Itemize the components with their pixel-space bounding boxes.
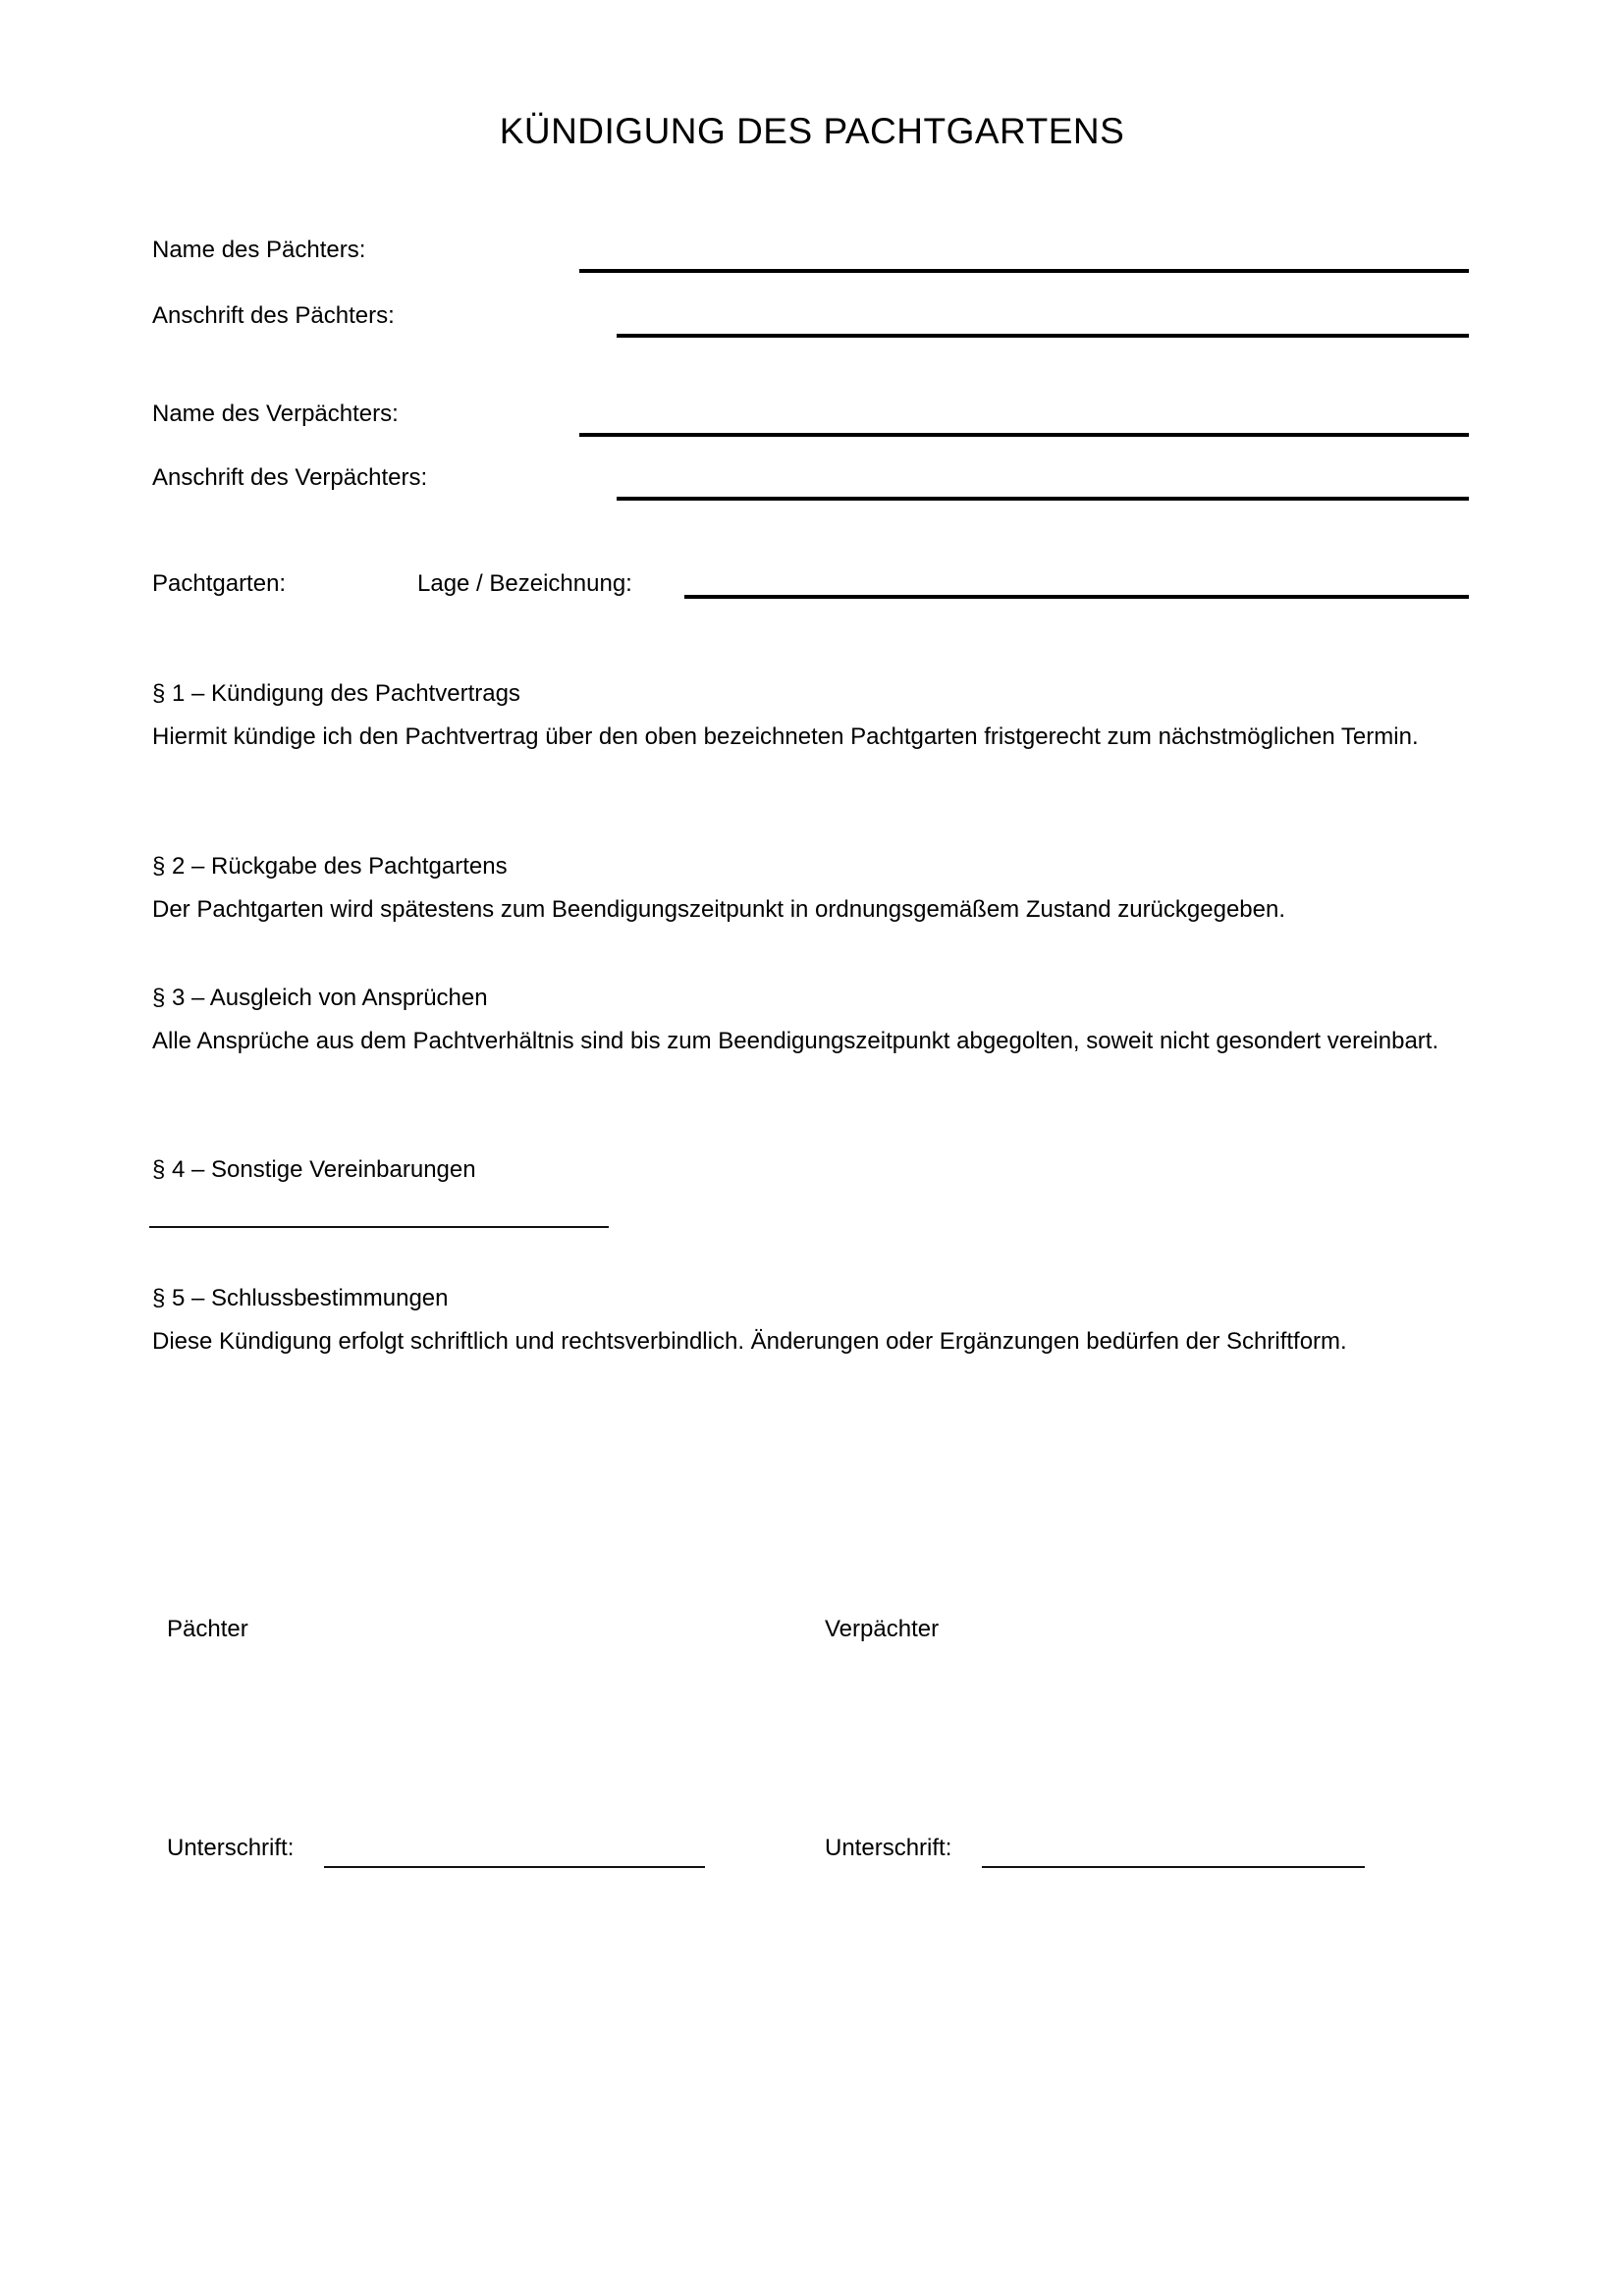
section-5 [152, 1282, 1473, 1360]
field-line-anschrift-verpaechter[interactable] [617, 497, 1469, 501]
section-4 [152, 1153, 1473, 1195]
section-1-body: Hiermit kündige ich den Pachtvertrag über den oben bezeichneten Pachtgarten fristgerecht zum nächstmöglichen Termin. [152, 723, 1419, 750]
signature-line-right[interactable] [982, 1866, 1365, 1868]
label-name-verpaechter: Name des Verpächters: [152, 400, 399, 427]
section-4-heading: § 4 – Sonstige Vereinbarungen [152, 1156, 476, 1183]
section-2 [152, 850, 1473, 928]
label-anschrift-paechter: Anschrift des Pächters: [152, 302, 395, 329]
section-1 [152, 677, 1473, 755]
signature-role-paechter: Pächter [167, 1616, 248, 1642]
section-3-body: Alle Ansprüche aus dem Pachtverhältnis sind bis zum Beendigungszeitpunkt abgegolten, soweit nicht gesondert vereinbart. [152, 1028, 1439, 1054]
signature-label-left: Unterschrift: [167, 1835, 295, 1861]
signature-label-right: Unterschrift: [825, 1835, 952, 1861]
field-line-lage-bezeichnung[interactable] [684, 595, 1469, 599]
label-anschrift-verpaechter: Anschrift des Verpächters: [152, 464, 428, 491]
field-line-anschrift-paechter[interactable] [617, 334, 1469, 338]
field-line-name-paechter[interactable] [579, 269, 1469, 273]
section-5-heading: § 5 – Schlussbestimmungen [152, 1285, 449, 1311]
section-3-heading: § 3 – Ausgleich von Ansprüchen [152, 985, 488, 1011]
signature-line-left[interactable] [324, 1866, 705, 1868]
field-line-name-verpaechter[interactable] [579, 433, 1469, 437]
signature-role-verpaechter: Verpächter [825, 1616, 940, 1642]
section-2-heading: § 2 – Rückgabe des Pachtgartens [152, 853, 508, 880]
section-1-heading: § 1 – Kündigung des Pachtvertrags [152, 680, 520, 707]
section-2-body: Der Pachtgarten wird spätestens zum Beendigungszeitpunkt in ordnungsgemäßem Zustand zurückgegeben. [152, 896, 1286, 923]
page-title: KÜNDIGUNG DES PACHTGARTENS [499, 111, 1125, 151]
section-4-write-in-line[interactable] [149, 1226, 609, 1228]
label-lage-bezeichnung: Lage / Bezeichnung: [417, 570, 632, 597]
section-5-body: Diese Kündigung erfolgt schriftlich und rechtsverbindlich. Änderungen oder Ergänzungen bedürfen der Schriftform. [152, 1328, 1347, 1355]
label-name-paechter: Name des Pächters: [152, 237, 366, 263]
label-pachtgarten: Pachtgarten: [152, 570, 287, 597]
section-3 [152, 982, 1473, 1059]
